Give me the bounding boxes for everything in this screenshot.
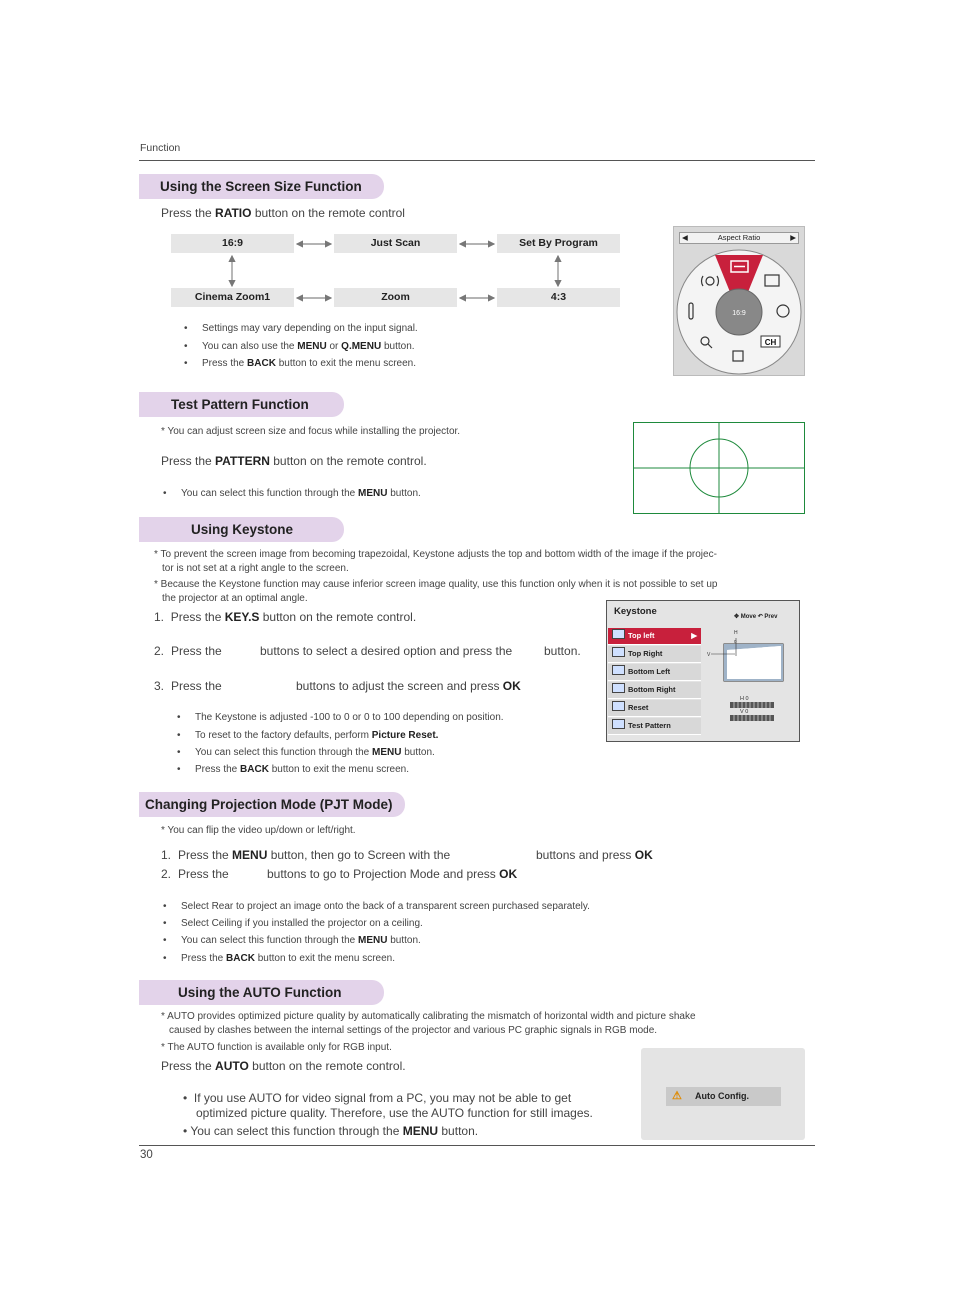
bottom-right-icon: [612, 683, 625, 693]
auto-bullet-1: • If you use AUTO for video signal from a PC, you may not be able to get optimized picture quality. Therefore, use the AUTO function for still images.: [183, 1091, 593, 1120]
test-pattern-icon: [612, 719, 625, 729]
mode-set-by-program: Set By Program: [497, 234, 620, 253]
section-title-keystone: Using Keystone: [139, 517, 344, 542]
preview-h-value: 0: [734, 639, 737, 644]
preview-v-label: V: [707, 652, 711, 658]
aspect-ratio-osd-title: ◀ Aspect Ratio ▶: [679, 232, 799, 244]
top-left-icon: [612, 629, 625, 639]
screen-size-bullet-3: • Press the BACK button to exit the menu screen.: [184, 358, 417, 369]
keystone-note-2b: the projector at an optimal angle.: [162, 593, 308, 604]
keystone-item-top-left[interactable]: Top left ▶: [608, 628, 701, 645]
keystone-osd-title: Keystone: [614, 606, 657, 617]
bottom-left-icon: [612, 665, 625, 675]
section-title-screen-size: Using the Screen Size Function: [139, 174, 384, 199]
section-title-pjt-mode: Changing Projection Mode (PJT Mode): [139, 792, 405, 817]
keystone-item-test-pattern[interactable]: Test Pattern: [608, 718, 701, 735]
mode-just-scan: Just Scan: [334, 234, 457, 253]
pjt-bullet-2: • Select Ceiling if you installed the projector on a ceiling.: [163, 918, 423, 929]
aspect-ratio-osd: [673, 226, 805, 376]
move-icon: ✥: [734, 614, 740, 620]
mode-cycle-arrows: [171, 234, 621, 309]
ch-label: CH: [764, 338, 777, 347]
keystone-bullet-4: • Press the BACK button to exit the menu screen.: [177, 764, 410, 775]
keystone-item-reset[interactable]: Reset: [608, 700, 701, 717]
keystone-item-top-right[interactable]: Top Right: [608, 646, 701, 663]
keystone-preview: [705, 628, 795, 728]
keystone-osd-hints: ✥ Move ↶ Prev: [734, 614, 778, 620]
test-pattern-note: * You can adjust screen size and focus while installing the projector.: [161, 426, 461, 437]
top-right-icon: [612, 647, 625, 657]
preview-h-label: H: [734, 630, 738, 636]
keystone-note-2: * Because the Keystone function may cause inferior screen image quality, use this function only when it is not possible to set up: [154, 579, 718, 590]
keystone-step-3: 3. Press the buttons to adjust the screen and press OK: [154, 679, 521, 693]
mode-zoom: Zoom: [334, 288, 457, 307]
keystone-bullet-2: • To reset to the factory defaults, perform Picture Reset.: [177, 730, 439, 741]
section-title-auto: Using the AUTO Function: [139, 980, 384, 1005]
test-pattern-instruction: Press the PATTERN button on the remote control.: [161, 454, 427, 468]
pjt-bullet-1: • Select Rear to project an image onto the back of a transparent screen purchased separately.: [163, 901, 590, 912]
prev-icon: ↶: [757, 614, 763, 620]
keystone-step-1: 1. Press the KEY.S button on the remote control.: [154, 610, 417, 624]
keystone-bullet-1: • The Keystone is adjusted -100 to 0 or 0 to 100 depending on position.: [177, 712, 504, 723]
pjt-step-1: 1. Press the MENU button, then go to Screen with the buttons and press OK: [161, 848, 653, 862]
auto-note-1: * AUTO provides optimized picture quality by automatically calibrating the mismatch of horizontal width and picture shake: [161, 1011, 696, 1022]
keystone-bullet-3: • You can select this function through the MENU button.: [177, 747, 435, 758]
section-title-test-pattern: Test Pattern Function: [139, 392, 344, 417]
page-number: 30: [140, 1149, 153, 1161]
pjt-note: * You can flip the video up/down or left/right.: [161, 825, 356, 836]
section-header: Function: [140, 142, 181, 154]
reset-icon: [612, 701, 625, 711]
keystone-note-1b: tor is not set at a right angle to the screen.: [162, 563, 349, 574]
auto-note-1b: caused by clashes between the internal settings of the projector and various PC graphic signals in RGB mode.: [169, 1025, 658, 1036]
auto-bullet-2: • You can select this function through the MENU button.: [183, 1124, 479, 1138]
keystone-item-bottom-right[interactable]: Bottom Right: [608, 682, 701, 699]
keystone-item-bottom-left[interactable]: Bottom Left: [608, 664, 701, 681]
preview-v-zero: V 0: [740, 709, 749, 715]
mode-16-9: 16:9: [171, 234, 294, 253]
mode-4-3: 4:3: [497, 288, 620, 307]
aspect-ratio-dial: [674, 245, 806, 377]
mode-cinema-zoom1: Cinema Zoom1: [171, 288, 294, 307]
auto-instruction: Press the AUTO button on the remote control.: [161, 1059, 406, 1073]
chevron-left-icon: ◀: [682, 233, 688, 242]
pjt-bullet-3: • You can select this function through the MENU button.: [163, 935, 421, 946]
auto-config-bar: ⚠ Auto Config.: [666, 1087, 781, 1106]
auto-config-osd: [641, 1048, 805, 1140]
keystone-step-2: 2. Press the buttons to select a desired option and press the button.: [154, 644, 581, 658]
auto-note-2: * The AUTO function is available only for RGB input.: [161, 1042, 392, 1053]
footer-rule: [139, 1145, 815, 1146]
test-pattern-bullet-1: • You can select this function through the MENU button.: [163, 488, 421, 499]
screen-size-bullet-1: • Settings may vary depending on the input signal.: [184, 323, 418, 334]
pjt-step-2: 2. Press the buttons to go to Projection Mode and press OK: [161, 867, 518, 881]
warning-icon: ⚠: [672, 1090, 682, 1102]
preview-h-zero: H 0: [740, 696, 749, 702]
screen-size-bullet-2: • You can also use the MENU or Q.MENU button.: [184, 341, 415, 352]
screen-size-instruction: Press the RATIO button on the remote control: [161, 206, 405, 220]
header-rule: [139, 160, 815, 161]
pjt-bullet-4: • Press the BACK button to exit the menu screen.: [163, 953, 396, 964]
caret-right-icon: ▶: [691, 631, 697, 640]
keystone-note-1: * To prevent the screen image from becoming trapezoidal, Keystone adjusts the top and bottom width of the image if the projec-: [154, 549, 717, 560]
test-pattern-image: [633, 422, 805, 514]
aspect-ratio-center-label: 16:9: [732, 310, 746, 317]
chevron-right-icon: ▶: [790, 233, 796, 242]
